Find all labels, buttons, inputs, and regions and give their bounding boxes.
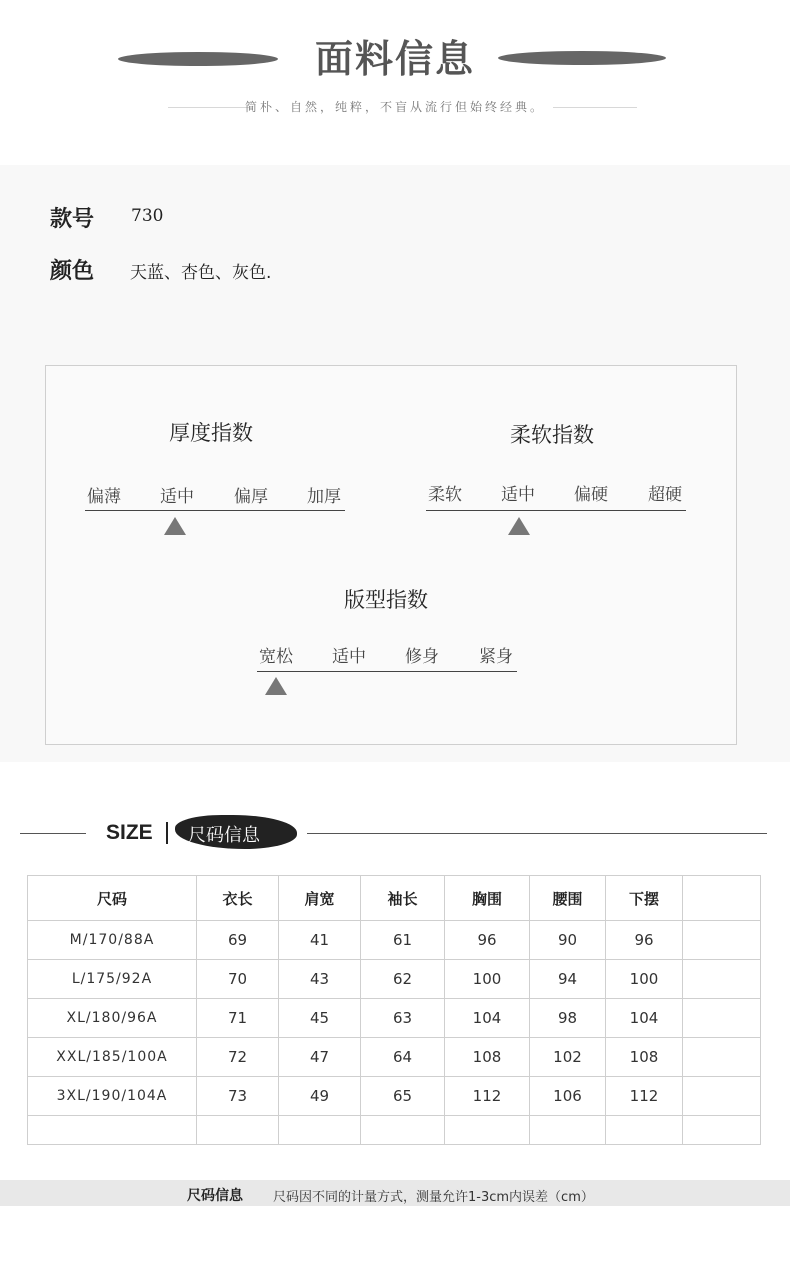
thickness-label-3: 偏厚 bbox=[234, 487, 268, 507]
softness-label-4: 超硬 bbox=[648, 485, 682, 505]
table-cell bbox=[361, 1116, 445, 1145]
header-empty bbox=[683, 876, 761, 921]
table-cell: 65 bbox=[361, 1077, 445, 1116]
fabric-index-box bbox=[45, 365, 737, 745]
table-row bbox=[28, 1077, 761, 1116]
table-cell: 45 bbox=[279, 999, 361, 1038]
thickness-label-1: 偏薄 bbox=[87, 487, 121, 507]
header-size: 尺码 bbox=[28, 876, 197, 921]
table-cell: M/170/88A bbox=[28, 921, 197, 960]
fit-label-1: 宽松 bbox=[259, 647, 293, 667]
table-cell: 73 bbox=[197, 1077, 279, 1116]
size-note-text: 尺码因不同的计量方式，测量允许1-3cm内误差（cm） bbox=[273, 1190, 594, 1205]
table-cell: 70 bbox=[197, 960, 279, 999]
table-cell: 106 bbox=[530, 1077, 606, 1116]
table-cell: 61 bbox=[361, 921, 445, 960]
size-heading-cn: 尺码信息 bbox=[188, 825, 260, 846]
fit-label-4: 紧身 bbox=[479, 647, 513, 667]
table-cell bbox=[197, 1116, 279, 1145]
table-cell: XL/180/96A bbox=[28, 999, 197, 1038]
table-cell: 108 bbox=[445, 1038, 530, 1077]
table-cell bbox=[683, 1077, 761, 1116]
table-cell: 43 bbox=[279, 960, 361, 999]
table-cell: 98 bbox=[530, 999, 606, 1038]
table-cell: XXL/185/100A bbox=[28, 1038, 197, 1077]
table-cell bbox=[683, 921, 761, 960]
fit-scale-line bbox=[257, 671, 517, 672]
table-cell bbox=[683, 1038, 761, 1077]
table-cell: 96 bbox=[445, 921, 530, 960]
thickness-scale-line bbox=[85, 510, 345, 511]
style-number-label: 款号 bbox=[50, 207, 95, 232]
header-sleeve: 袖长 bbox=[361, 876, 445, 921]
table-cell: 64 bbox=[361, 1038, 445, 1077]
size-header-left-line bbox=[20, 833, 86, 834]
table-cell: 108 bbox=[606, 1038, 683, 1077]
fit-index-title: 版型指数 bbox=[344, 588, 428, 612]
size-heading-en: SIZE bbox=[106, 821, 153, 844]
thickness-label-4: 加厚 bbox=[307, 487, 341, 507]
table-cell: 112 bbox=[445, 1077, 530, 1116]
table-cell: 94 bbox=[530, 960, 606, 999]
table-cell: 49 bbox=[279, 1077, 361, 1116]
thickness-label-2: 适中 bbox=[160, 487, 194, 507]
table-cell: 72 bbox=[197, 1038, 279, 1077]
thickness-index-title: 厚度指数 bbox=[169, 421, 253, 445]
table-cell: 69 bbox=[197, 921, 279, 960]
table-row bbox=[28, 960, 761, 999]
fit-label-2: 适中 bbox=[332, 647, 366, 667]
table-row bbox=[28, 999, 761, 1038]
table-cell: 41 bbox=[279, 921, 361, 960]
softness-scale-line bbox=[426, 510, 686, 511]
page-subtitle: 简朴、自然，纯粹，不盲从流行但始终经典。 bbox=[244, 100, 545, 114]
table-cell bbox=[606, 1116, 683, 1145]
page-title: 面料信息 bbox=[314, 36, 475, 81]
header-hem: 下摆 bbox=[606, 876, 683, 921]
header-length: 衣长 bbox=[197, 876, 279, 921]
style-number-value: 730 bbox=[131, 206, 164, 226]
table-cell: 104 bbox=[445, 999, 530, 1038]
table-cell bbox=[279, 1116, 361, 1145]
table-cell: 100 bbox=[445, 960, 530, 999]
table-cell: 63 bbox=[361, 999, 445, 1038]
table-cell: 62 bbox=[361, 960, 445, 999]
header-chest: 胸围 bbox=[445, 876, 530, 921]
softness-indicator-icon bbox=[508, 517, 530, 535]
softness-index-title: 柔软指数 bbox=[510, 423, 594, 447]
table-cell: 71 bbox=[197, 999, 279, 1038]
color-value: 天蓝、杏色、灰色. bbox=[130, 263, 272, 283]
fit-indicator-icon bbox=[265, 677, 287, 695]
size-header-right-line bbox=[307, 833, 767, 834]
table-cell: 3XL/190/104A bbox=[28, 1077, 197, 1116]
softness-label-2: 适中 bbox=[501, 485, 535, 505]
table-cell: 100 bbox=[606, 960, 683, 999]
table-header-row bbox=[28, 876, 761, 921]
table-cell: 96 bbox=[606, 921, 683, 960]
table-cell: 104 bbox=[606, 999, 683, 1038]
size-heading-divider bbox=[166, 822, 168, 844]
table-cell bbox=[683, 960, 761, 999]
table-cell bbox=[445, 1116, 530, 1145]
thickness-indicator-icon bbox=[164, 517, 186, 535]
table-cell: 102 bbox=[530, 1038, 606, 1077]
table-cell: 90 bbox=[530, 921, 606, 960]
softness-label-1: 柔软 bbox=[428, 485, 462, 505]
table-row bbox=[28, 1038, 761, 1077]
table-cell bbox=[530, 1116, 606, 1145]
color-label: 颜色 bbox=[50, 259, 95, 284]
size-table bbox=[27, 875, 761, 1145]
table-cell bbox=[28, 1116, 197, 1145]
size-note-label: 尺码信息 bbox=[187, 1188, 243, 1204]
fit-label-3: 修身 bbox=[405, 647, 439, 667]
table-cell bbox=[683, 999, 761, 1038]
table-cell: 112 bbox=[606, 1077, 683, 1116]
header-waist: 腰围 bbox=[530, 876, 606, 921]
softness-label-3: 偏硬 bbox=[574, 485, 608, 505]
table-row bbox=[28, 1116, 761, 1145]
table-cell bbox=[683, 1116, 761, 1145]
header-shoulder: 肩宽 bbox=[279, 876, 361, 921]
table-cell: 47 bbox=[279, 1038, 361, 1077]
table-cell: L/175/92A bbox=[28, 960, 197, 999]
table-row bbox=[28, 921, 761, 960]
